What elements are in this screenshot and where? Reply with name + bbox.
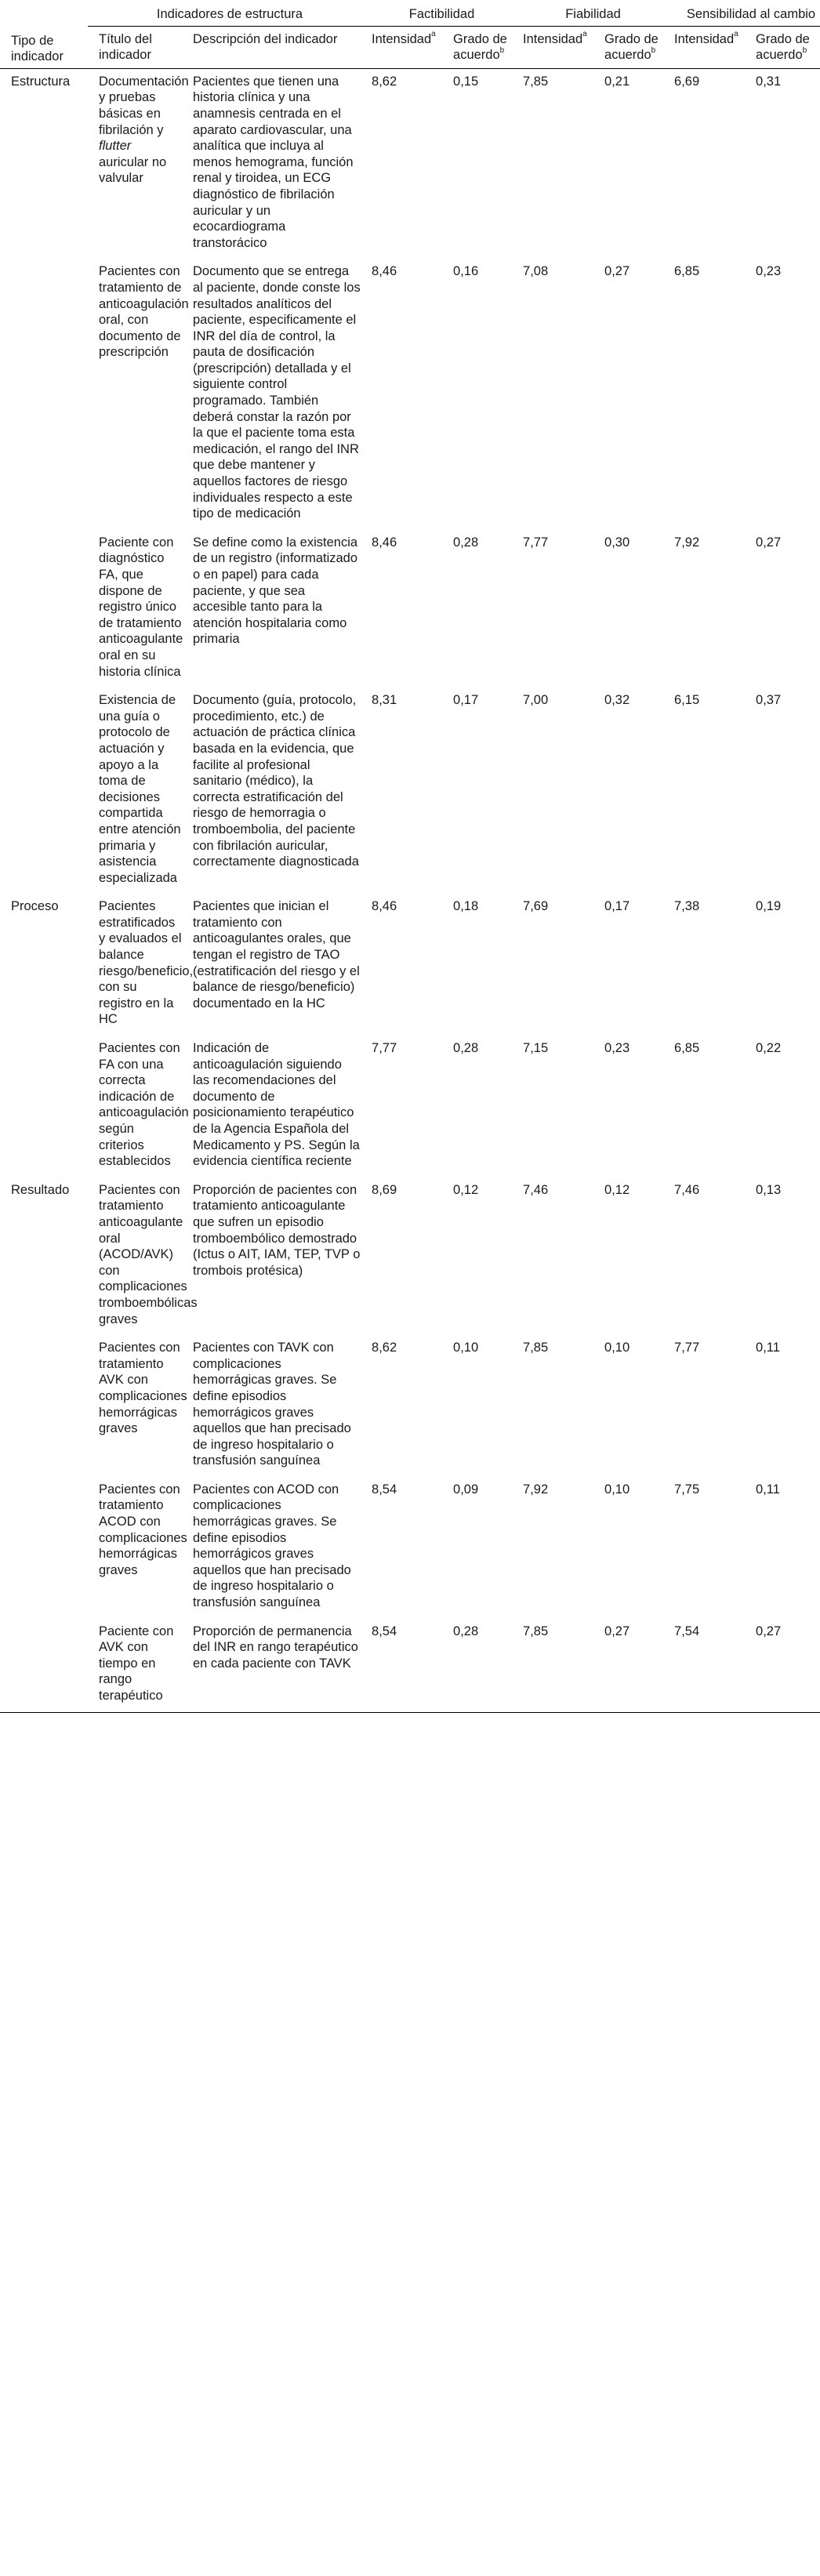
cell-titulo: Pacientes con tratamiento ACOD con complicaciones hemorrágicas graves bbox=[99, 1482, 187, 1577]
cell-tipo bbox=[0, 1036, 88, 1177]
cell-s-intensidad: 6,85 bbox=[674, 264, 700, 279]
cell-fi-grado: 0,12 bbox=[604, 1182, 630, 1197]
table-row bbox=[0, 1036, 820, 1177]
cell-fi-grado: 0,10 bbox=[604, 1341, 630, 1355]
cell-f-intensidad: 8,62 bbox=[372, 1341, 397, 1355]
cell-titulo: Pacientes con tratamiento AVK con complicaciones hemorrágicas graves bbox=[99, 1341, 187, 1436]
cell-tipo: Estructura bbox=[11, 74, 71, 89]
cell-f-grado: 0,18 bbox=[453, 899, 479, 914]
cell-fi-intensidad: 7,77 bbox=[523, 535, 549, 550]
group-header-factibilidad: Factibilidad bbox=[361, 3, 512, 26]
cell-s-intensidad: 7,92 bbox=[674, 535, 700, 550]
cell-s-grado: 0,27 bbox=[745, 1619, 820, 1712]
cell-fi-grado: 0,23 bbox=[604, 1041, 630, 1056]
cell-fi-grado: 0,21 bbox=[604, 74, 630, 89]
cell-f-grado: 0,10 bbox=[453, 1341, 479, 1355]
table-row bbox=[0, 1477, 820, 1619]
table-row bbox=[0, 1619, 820, 1712]
col-header-f-intensidad: Intensidad$^a$ bbox=[361, 26, 442, 68]
col-header-tipo: Tipo de indicador bbox=[0, 3, 88, 68]
col-header-titulo: Título del indicador bbox=[88, 26, 182, 68]
cell-fi-intensidad: 7,85 bbox=[523, 1341, 549, 1355]
cell-f-intensidad: 8,31 bbox=[372, 693, 397, 708]
cell-fi-intensidad: 7,08 bbox=[523, 264, 549, 279]
cell-fi-intensidad: 7,46 bbox=[523, 1182, 549, 1197]
cell-titulo: Paciente con AVK con tiempo en rango terapéutico bbox=[88, 1619, 182, 1712]
table-row bbox=[0, 68, 820, 259]
table-row bbox=[0, 1177, 820, 1335]
cell-fi-intensidad: 7,85 bbox=[523, 74, 549, 89]
cell-f-grado: 0,17 bbox=[453, 693, 479, 708]
group-header-sensibilidad: Sensibilidad al cambio bbox=[663, 3, 820, 26]
cell-s-grado: 0,27 bbox=[756, 535, 782, 550]
cell-tipo: Proceso bbox=[11, 899, 59, 914]
cell-s-intensidad: 6,85 bbox=[674, 1041, 700, 1056]
cell-fi-intensidad: 7,92 bbox=[523, 1482, 549, 1497]
cell-s-intensidad: 6,15 bbox=[674, 693, 700, 708]
cell-fi-grado: 0,30 bbox=[604, 535, 630, 550]
indicators-table bbox=[0, 3, 820, 1713]
cell-tipo bbox=[0, 688, 88, 894]
cell-descripcion: Pacientes con TAVK con complicaciones hemorrágicas graves. Se define episodios hemorrágicos graves aquellos que han precisado de ingreso hospitalario o transfusión sanguínea bbox=[193, 1341, 351, 1468]
cell-descripcion: Documento (guía, protocolo, procedimiento, etc.) de actuación de práctica clínica basada en la evidencia, que facilite al profesional sanitario (médico), la correcta estratificación del riesgo de hemorragia o tromboembolia, del paciente con fibrilación auricular, correctamente diagnosticada bbox=[193, 693, 359, 869]
cell-fi-grado: 0,32 bbox=[604, 693, 630, 708]
cell-f-grado: 0,28 bbox=[453, 1041, 479, 1056]
cell-s-grado: 0,22 bbox=[756, 1041, 782, 1056]
col-header-fi-grado: Grado de acuerdo$^b$ bbox=[593, 26, 663, 68]
cell-s-intensidad: 7,54 bbox=[663, 1619, 745, 1712]
group-header-structure: Indicadores de estructura bbox=[88, 3, 361, 26]
col-header-s-intensidad: Intensidad$^a$ bbox=[663, 26, 745, 68]
cell-s-intensidad: 7,77 bbox=[674, 1341, 700, 1355]
header-group-row bbox=[0, 3, 820, 26]
cell-descripcion: Documento que se entrega al paciente, donde conste los resultados analíticos del paciente, especificamente el INR del día de control, la pauta de dosificación (prescripción) detallada y el siguiente control programado. También deberá constar la razón por la que el paciente toma esta medicación, el rango del INR que debe mantener y aquellos factores de riesgo individuales respecto a este tipo de medicación bbox=[193, 264, 361, 521]
col-header-f-grado: Grado de acuerdo$^b$ bbox=[442, 26, 512, 68]
cell-f-intensidad: 8,62 bbox=[372, 74, 397, 89]
cell-tipo: Resultado bbox=[11, 1182, 70, 1197]
cell-fi-intensidad: 7,15 bbox=[523, 1041, 549, 1056]
cell-f-grado: 0,28 bbox=[442, 1619, 512, 1712]
cell-tipo bbox=[0, 530, 88, 688]
cell-tipo bbox=[0, 1335, 88, 1477]
cell-f-intensidad: 8,46 bbox=[372, 264, 397, 279]
cell-f-grado: 0,09 bbox=[453, 1482, 479, 1497]
cell-descripcion: Indicación de anticoagulación siguiendo las recomendaciones del documento de posicionamiento terapéutico de la Agencia Española del Medicamento y PS. Según la evidencia científica reciente bbox=[193, 1041, 360, 1169]
cell-titulo: Pacientes con tratamiento de anticoagulación oral, con documento de prescripción bbox=[99, 264, 189, 360]
cell-fi-intensidad: 7,69 bbox=[523, 899, 549, 914]
col-header-fi-intensidad: Intensidad$^a$ bbox=[512, 26, 593, 68]
cell-s-grado: 0,11 bbox=[756, 1482, 780, 1497]
cell-descripcion: Se define como la existencia de un registro (informatizado o en papel) para cada paciente, y que sea accesible tanto para la atención hospitalaria como primaria bbox=[193, 535, 358, 647]
cell-f-grado: 0,16 bbox=[453, 264, 479, 279]
cell-s-intensidad: 7,46 bbox=[674, 1182, 700, 1197]
cell-f-grado: 0,15 bbox=[453, 74, 479, 89]
table-row bbox=[0, 259, 820, 530]
cell-s-intensidad: 7,38 bbox=[674, 899, 700, 914]
cell-s-intensidad: 6,69 bbox=[674, 74, 700, 89]
cell-tipo bbox=[0, 1477, 88, 1619]
cell-fi-grado: 0,27 bbox=[604, 264, 630, 279]
cell-descripcion: Pacientes que tienen una historia clínica y una anamnesis centrada en el aparato cardiovascular, una analítica que incluya al menos hemograma, función renal y tiroidea, un ECG diagnóstico de fibrilación auricular y un ecocardiograma transtorácico bbox=[193, 74, 354, 250]
table-row bbox=[0, 1335, 820, 1477]
col-header-s-grado: Grado de acuerdo$^b$ bbox=[745, 26, 820, 68]
cell-tipo bbox=[0, 259, 88, 530]
cell-f-intensidad: 8,54 bbox=[372, 1482, 397, 1497]
col-header-descripcion: Descripción del indicador bbox=[182, 26, 361, 68]
cell-fi-grado: 0,10 bbox=[604, 1482, 630, 1497]
cell-fi-grado: 0,17 bbox=[604, 899, 630, 914]
cell-titulo: Pacientes con FA con una correcta indicación de anticoagulación según criterios establecidos bbox=[99, 1041, 189, 1169]
cell-fi-intensidad: 7,85 bbox=[512, 1619, 593, 1712]
cell-descripcion: Proporción de pacientes con tratamiento anticoagulante que sufren un episodio tromboembólico demostrado (Ictus o AIT, IAM, TEP, TVP o trombois protésica) bbox=[193, 1182, 361, 1278]
cell-s-intensidad: 7,75 bbox=[674, 1482, 700, 1497]
cell-f-intensidad: 8,54 bbox=[361, 1619, 442, 1712]
table-row bbox=[0, 894, 820, 1036]
cell-s-grado: 0,23 bbox=[756, 264, 782, 279]
cell-f-grado: 0,12 bbox=[453, 1182, 479, 1197]
group-header-fiabilidad: Fiabilidad bbox=[512, 3, 663, 26]
cell-descripcion: Pacientes que inician el tratamiento con anticoagulantes orales, que tengan el registro de TAO (estratificación del riesgo y el balance de riesgo/beneficio) documentado en la HC bbox=[193, 899, 360, 1010]
table-row bbox=[0, 688, 820, 894]
cell-s-grado: 0,31 bbox=[756, 74, 782, 89]
cell-fi-intensidad: 7,00 bbox=[523, 693, 549, 708]
cell-titulo: Pacientes estratificados y evaluados el balance riesgo/beneficio, con su registro en la HC bbox=[99, 899, 194, 1027]
cell-titulo: Paciente con diagnóstico FA, que dispone de registro único de tratamiento anticoagulante oral en su historia clínica bbox=[99, 535, 183, 679]
cell-titulo: Documentación y pruebas básicas en fibrilación y flutter auricular no valvular bbox=[99, 74, 189, 186]
cell-s-grado: 0,37 bbox=[756, 693, 782, 708]
table-row bbox=[0, 530, 820, 688]
cell-f-intensidad: 8,69 bbox=[372, 1182, 397, 1197]
cell-f-intensidad: 7,77 bbox=[372, 1041, 397, 1056]
cell-descripcion: Proporción de permanencia del INR en rango terapéutico en cada paciente con TAVK bbox=[182, 1619, 361, 1712]
cell-s-grado: 0,11 bbox=[756, 1341, 780, 1355]
cell-s-grado: 0,19 bbox=[756, 899, 782, 914]
cell-f-intensidad: 8,46 bbox=[372, 899, 397, 914]
cell-titulo: Pacientes con tratamiento anticoagulante oral (ACOD/AVK) con complicaciones tromboembólicas graves bbox=[99, 1182, 198, 1326]
cell-descripcion: Pacientes con ACOD con complicaciones hemorrágicas graves. Se define episodios hemorrágicos graves aquellos que han precisado de ingreso hospitalario o transfusión sanguínea bbox=[193, 1482, 351, 1610]
cell-tipo bbox=[0, 1619, 88, 1712]
header-sub-row bbox=[0, 26, 820, 68]
cell-fi-grado: 0,27 bbox=[593, 1619, 663, 1712]
cell-f-intensidad: 8,46 bbox=[372, 535, 397, 550]
cell-f-grado: 0,28 bbox=[453, 535, 479, 550]
cell-s-grado: 0,13 bbox=[756, 1182, 782, 1197]
cell-titulo: Existencia de una guía o protocolo de actuación y apoyo a la toma de decisiones compartida entre atención primaria y asistencia especializada bbox=[99, 693, 181, 885]
